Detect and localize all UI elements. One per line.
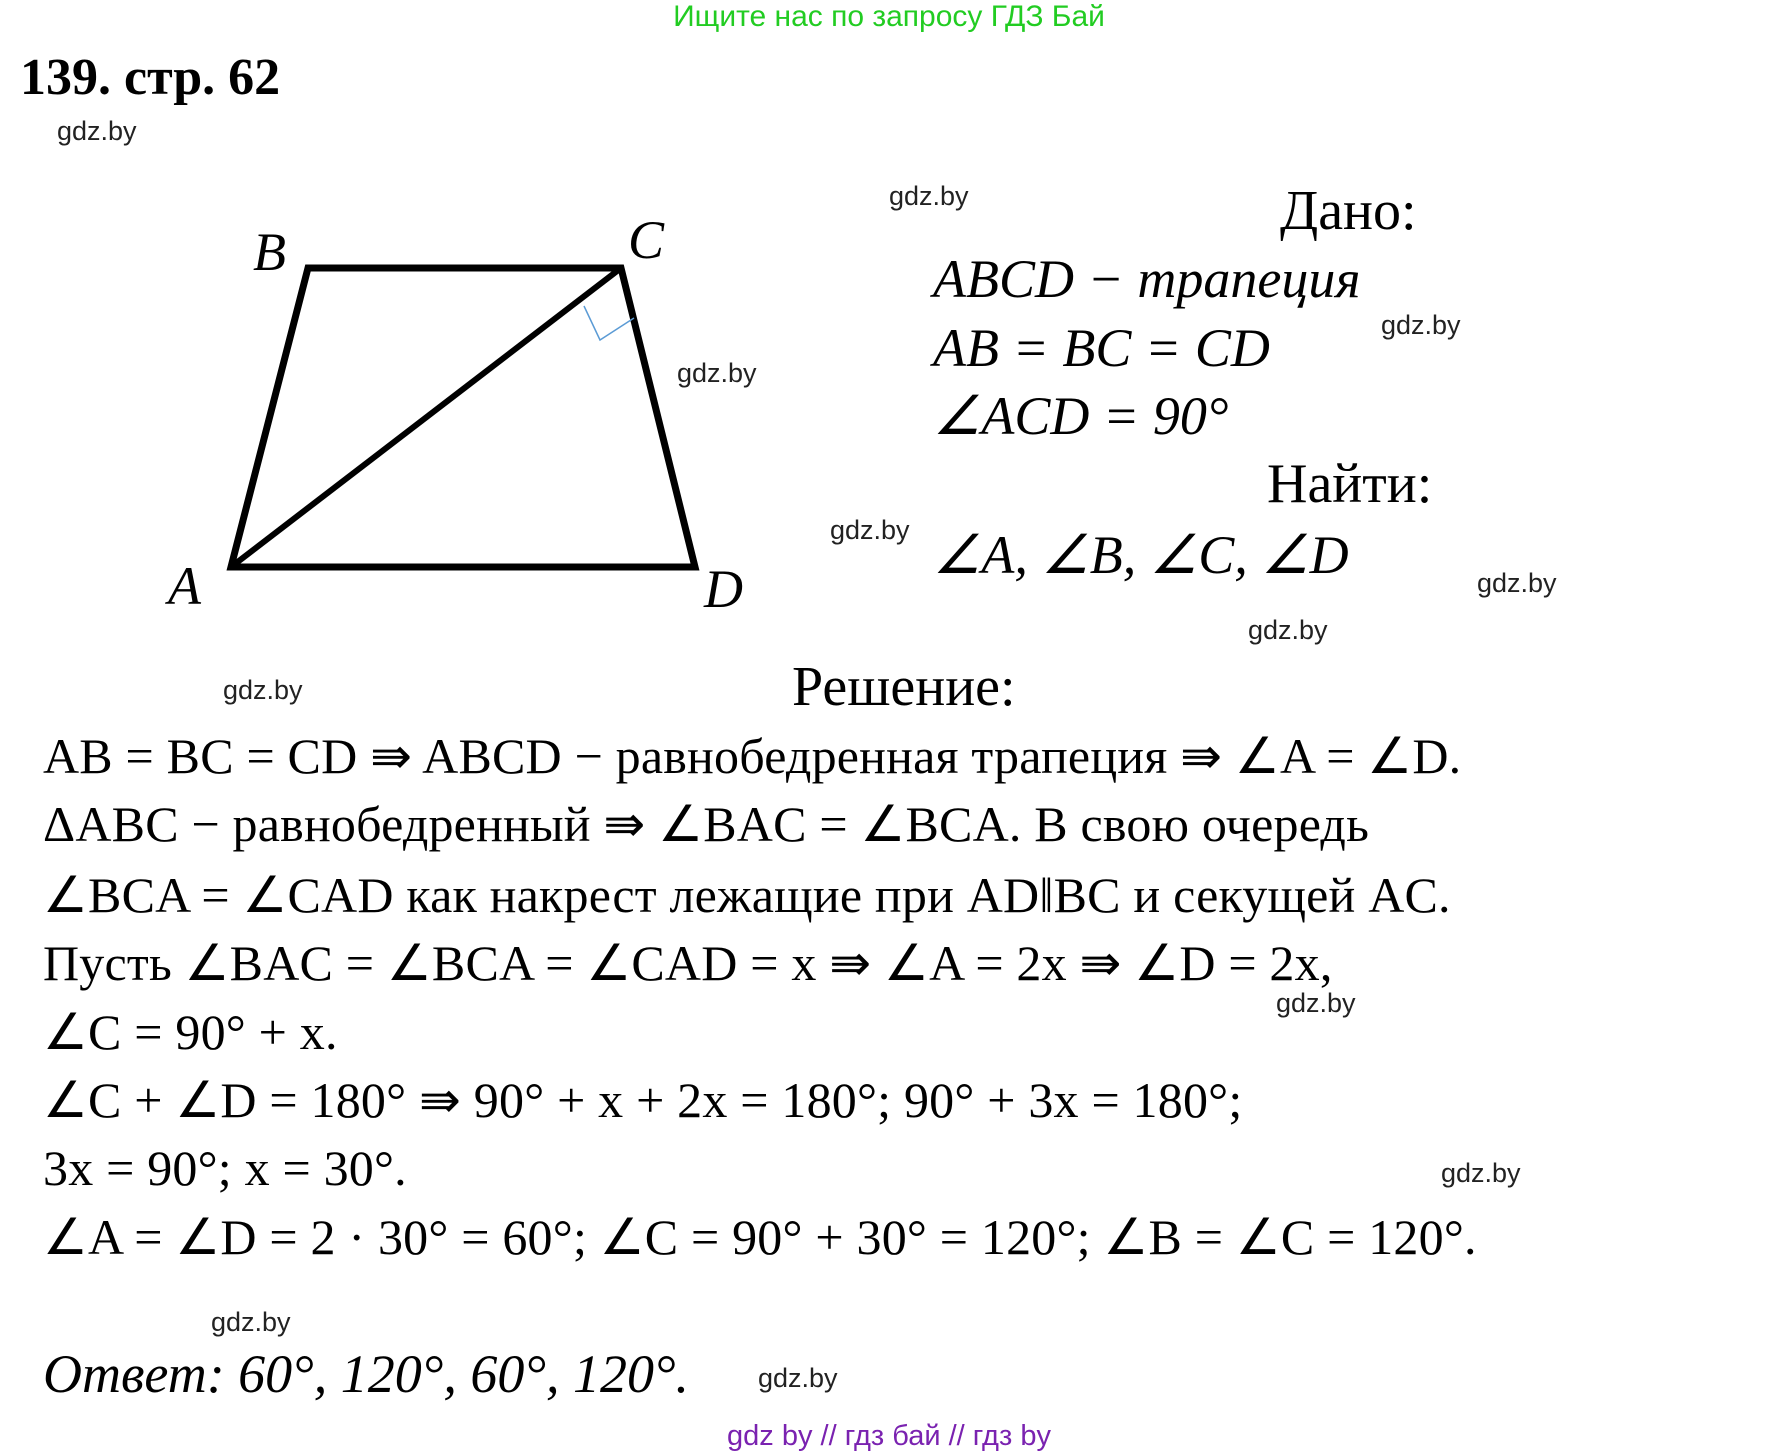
watermark: gdz.by xyxy=(1276,988,1356,1018)
trapezoid-abcd xyxy=(231,268,695,567)
watermark: gdz.by xyxy=(223,675,303,705)
solution-line: ∠C + ∠D = 180° ⇛ 90° + x + 2x = 180°; 90° + 3x = 180°; xyxy=(43,1072,1243,1128)
watermark: gdz.by xyxy=(1441,1158,1521,1188)
vertex-label-a: A xyxy=(168,556,201,616)
watermark: gdz.by xyxy=(211,1307,291,1337)
watermark: gdz.by xyxy=(677,358,757,388)
solution-line: AB = BC = CD ⇛ ABCD − равнобедренная трапеция ⇛ ∠A = ∠D. xyxy=(43,728,1462,784)
watermark: gdz.by xyxy=(889,181,969,211)
search-banner: Ищите нас по запросу ГДЗ Бай xyxy=(673,0,1105,33)
vertex-label-c: C xyxy=(628,210,665,270)
given-heading: Дано: xyxy=(1280,180,1417,242)
solution-line: ∠C = 90° + x. xyxy=(43,1004,338,1060)
solution-heading: Решение: xyxy=(792,656,1016,718)
find-line: ∠A, ∠B, ∠C, ∠D xyxy=(933,525,1349,585)
watermark: gdz.by xyxy=(1248,615,1328,645)
watermark: gdz.by xyxy=(1381,310,1461,340)
solution-line: ∠BCA = ∠CAD как накрест лежащие при AD‖BC и секущей AC. xyxy=(43,867,1451,923)
page-title: 139. стр. 62 xyxy=(20,49,281,106)
watermark: gdz.by xyxy=(57,116,137,146)
solution-line: ΔABC − равнобедренный ⇛ ∠BAC = ∠BCA. В свою очередь xyxy=(43,796,1370,852)
watermark: gdz.by xyxy=(1477,568,1557,598)
find-heading: Найти: xyxy=(1267,453,1433,515)
diagonal-ac xyxy=(231,268,621,567)
given-line: ∠ACD = 90° xyxy=(933,386,1229,446)
watermark: gdz.by xyxy=(830,515,910,545)
answer: Ответ: 60°, 120°, 60°, 120°. xyxy=(43,1344,690,1404)
solution-line: 3x = 90°; x = 30°. xyxy=(43,1140,407,1196)
right-angle-mark xyxy=(584,306,634,340)
solution-line: ∠A = ∠D = 2 · 30° = 60°; ∠C = 90° + 30° = 120°; ∠B = ∠C = 120°. xyxy=(43,1209,1477,1265)
solution-line: Пусть ∠BAC = ∠BCA = ∠CAD = x ⇛ ∠A = 2x ⇛ ∠D = 2x, xyxy=(43,935,1333,991)
watermark: gdz.by xyxy=(758,1363,838,1393)
footer-links: gdz by // гдз бай // гдз by xyxy=(727,1420,1051,1452)
vertex-label-d: D xyxy=(704,559,743,619)
vertex-label-b: B xyxy=(253,222,286,282)
given-line: AB = BC = CD xyxy=(933,318,1270,378)
given-line: ABCD − трапеция xyxy=(933,249,1361,309)
